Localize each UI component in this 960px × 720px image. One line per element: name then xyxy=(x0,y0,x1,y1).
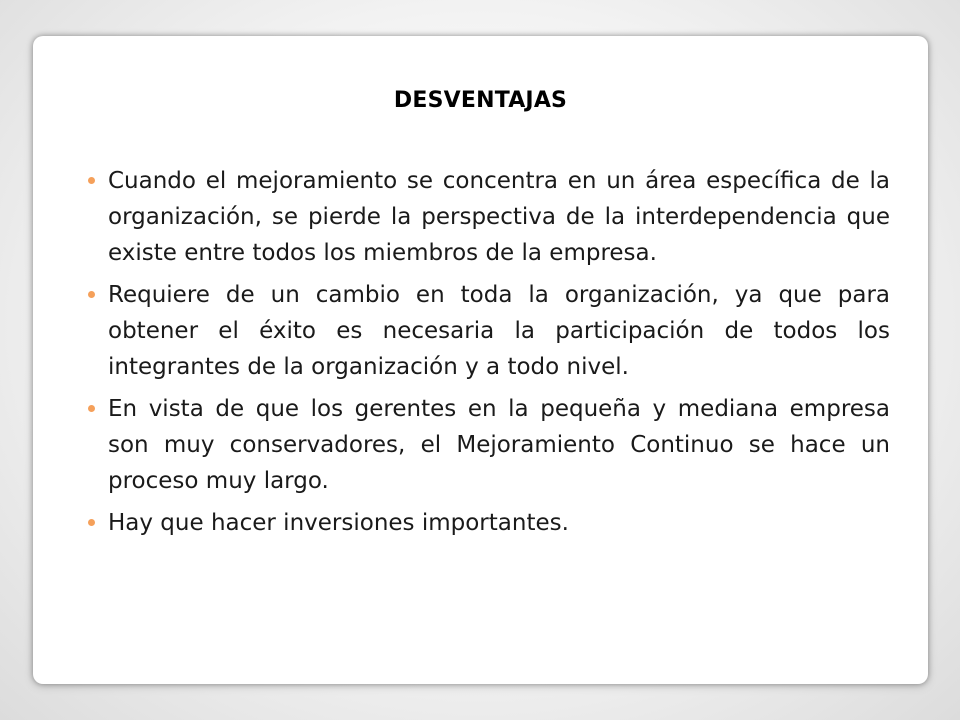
bullet-item xyxy=(88,391,890,499)
bullet-text: En vista de que los gerentes en la pequeña y mediana empresa son muy conservadores, el Mejoramiento Continuo se hace un proceso muy largo. xyxy=(108,396,890,494)
slide-title: DESVENTAJAS xyxy=(393,88,568,113)
bullet-item xyxy=(88,163,890,271)
bullet-dot-icon xyxy=(88,291,95,298)
bullet-list xyxy=(88,163,890,547)
slide-card xyxy=(33,36,928,684)
bullet-dot-icon xyxy=(88,405,95,412)
bullet-dot-icon xyxy=(88,519,95,526)
bullet-text: Requiere de un cambio en toda la organización, ya que para obtener el éxito es necesaria la participación de todos los integrantes de la organización y a todo nivel. xyxy=(108,282,890,380)
bullet-item xyxy=(88,505,890,541)
bullet-text: Hay que hacer inversiones importantes. xyxy=(108,510,569,536)
bullet-dot-icon xyxy=(88,177,95,184)
bullet-text: Cuando el mejoramiento se concentra en un área específica de la organización, se pierde la perspectiva de la interdependencia que existe entre todos los miembros de la empresa. xyxy=(108,168,890,266)
bullet-item xyxy=(88,277,890,385)
